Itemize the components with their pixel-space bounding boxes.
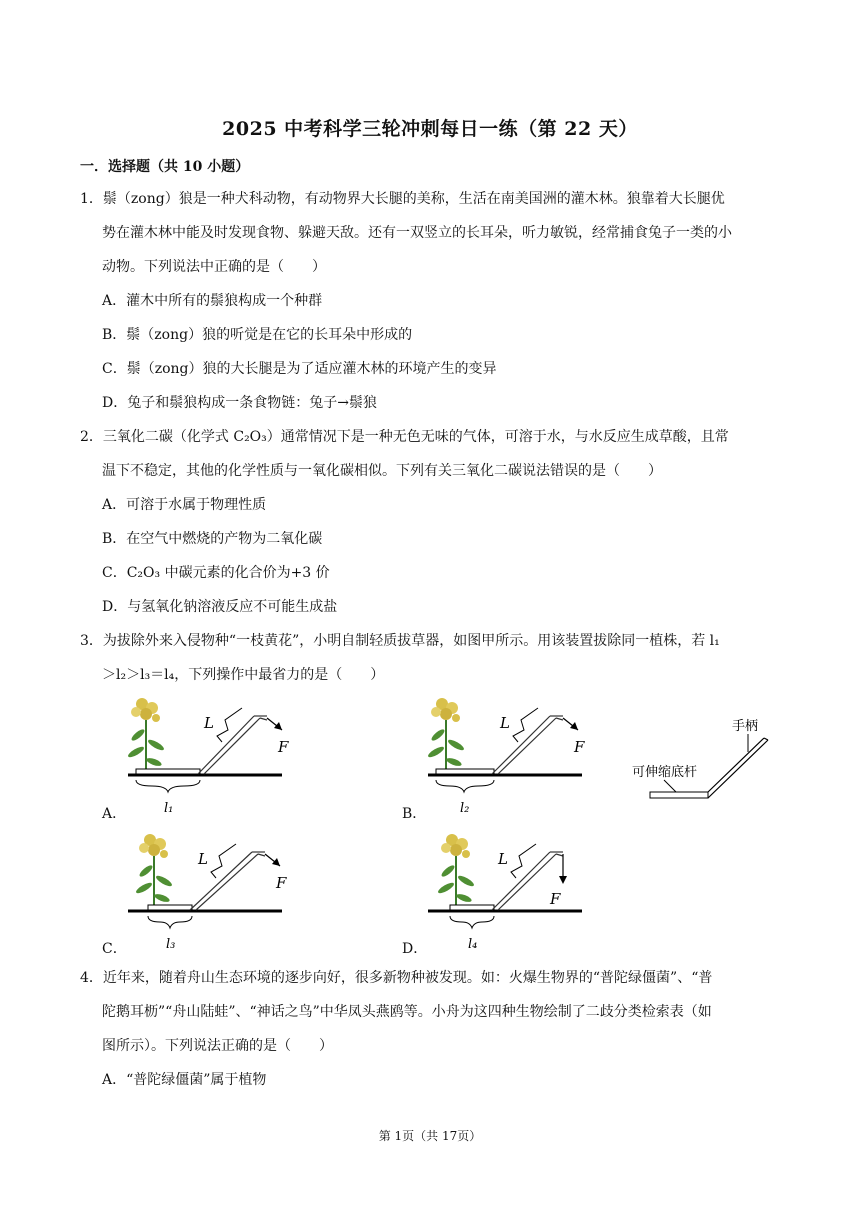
fig-a-letter: A． <box>102 806 127 822</box>
q1-option-a: A．灌木中所有的鬃狼构成一个种群 <box>102 293 323 309</box>
section-heading: 一．选择题（共 10 小题） <box>80 159 250 175</box>
label-handle: 手柄 <box>732 719 759 734</box>
q4-line-1: 4．近年来，随着舟山生态环境的逐步向好，很多新物种被发现。如：火爆生物界的“普陀绿僵菌”、“普 <box>80 970 713 986</box>
q4-line-2: 陀鹅耳枥”“舟山陆蛙”、“神话之鸟”中华凤头燕鸥等。小舟为这四种生物绘制了二歧分类检索表（如 <box>102 1004 712 1020</box>
label-L: L <box>198 850 208 868</box>
q1-line-2: 势在灌木林中能及时发现食物、躲避天敌。还有一双竖立的长耳朵，听力敏锐，经常捕食兔子一类的小 <box>102 225 732 241</box>
q2-option-a: A．可溶于水属于物理性质 <box>102 497 267 513</box>
figure-c <box>122 826 302 951</box>
plant-icon <box>127 698 166 772</box>
label-l4: l₄ <box>468 937 478 951</box>
label-l1: l₁ <box>164 801 174 815</box>
label-L: L <box>500 714 510 732</box>
q2-option-d: D．与氢氧化钠溶液反应不可能生成盐 <box>102 599 338 615</box>
label-L: L <box>498 850 508 868</box>
figure-a <box>122 690 302 815</box>
label-F: F <box>574 738 585 756</box>
figure-tool <box>630 712 780 808</box>
q1-option-b: B．鬃（zong）狼的听觉是在它的长耳朵中形成的 <box>102 327 413 343</box>
figure-b <box>422 690 602 815</box>
q1-option-d: D．兔子和鬃狼构成一条食物链：兔子→鬃狼 <box>102 395 377 411</box>
q2-option-b: B．在空气中燃烧的产物为二氧化碳 <box>102 531 323 547</box>
q3-line-1: 3．为拔除外来入侵物种“一枝黄花”，小明自制轻质拔草器，如图甲所示。用该装置拔除同一植株，若 l₁ <box>80 633 720 649</box>
plant-icon <box>427 698 466 772</box>
q2-option-c: C．C₂O₃ 中碳元素的化合价为+3 价 <box>102 565 330 581</box>
q3-line-2: ＞l₂＞l₃＝l₄，下列操作中最省力的是（ ） <box>102 667 385 683</box>
plant-icon <box>437 834 476 908</box>
page-footer: 第 1页（共 17页） <box>378 1129 482 1143</box>
q2-line-1: 2．三氧化二碳（化学式 C₂O₃）通常情况下是一种无色无味的气体，可溶于水，与水反应生成草酸，且常 <box>80 429 729 445</box>
label-l2: l₂ <box>460 801 470 815</box>
label-F: F <box>278 738 289 756</box>
q4-line-3: 图所示）。下列说法正确的是（ ） <box>102 1038 333 1054</box>
plant-icon <box>135 834 174 908</box>
label-L: L <box>204 714 214 732</box>
q1-option-c: C．鬃（zong）狼的大长腿是为了适应灌木林的环境产生的变异 <box>102 361 497 377</box>
label-F: F <box>276 874 287 892</box>
page-title: 2025 中考科学三轮冲刺每日一练（第 22 天） <box>222 118 638 140</box>
label-l3: l₃ <box>166 937 176 951</box>
figure-d <box>422 826 602 951</box>
fig-d-letter: D． <box>402 941 428 957</box>
q1-line-1: 1．鬃（zong）狼是一种犬科动物，有动物界大长腿的美称，生活在南美国洲的灌木林。狼靠着大长腿优 <box>80 191 725 207</box>
fig-c-letter: C． <box>102 941 127 957</box>
q2-line-2: 温下不稳定，其他的化学性质与一氧化碳相似。下列有关三氧化二碳说法错误的是（ ） <box>102 463 662 479</box>
fig-b-letter: B． <box>402 806 427 822</box>
q4-option-a: A．“普陀绿僵菌”属于植物 <box>102 1072 267 1088</box>
label-F: F <box>550 890 561 908</box>
q1-line-3: 动物。下列说法中正确的是（ ） <box>102 259 326 275</box>
label-rod: 可伸缩底杆 <box>632 765 698 780</box>
